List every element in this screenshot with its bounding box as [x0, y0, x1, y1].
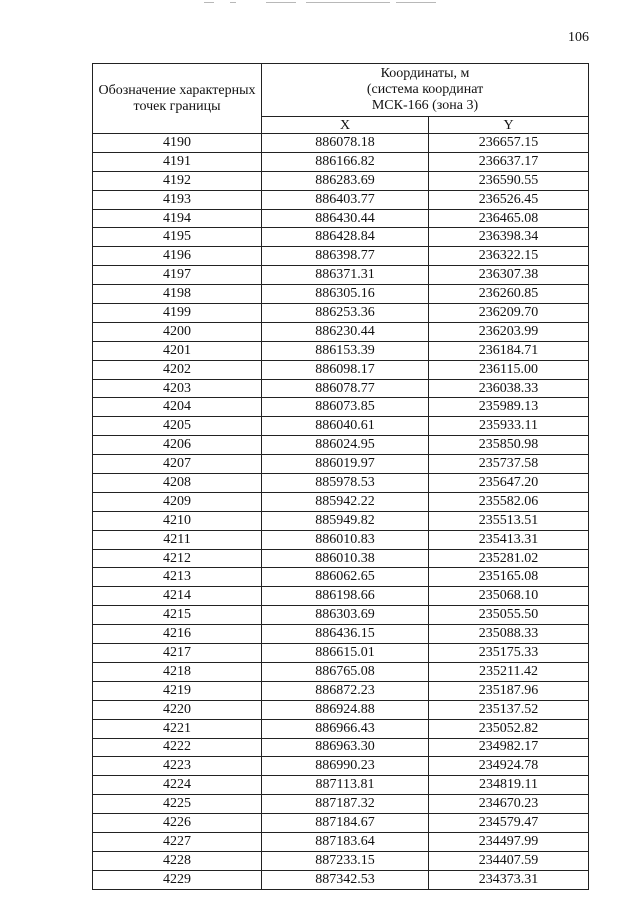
y-coordinate-cell: 236307.38	[429, 266, 589, 285]
point-id-cell: 4201	[93, 341, 262, 360]
x-coordinate-cell: 885978.53	[262, 474, 429, 493]
y-coordinate-cell: 236038.33	[429, 379, 589, 398]
page-number: 106	[568, 30, 589, 45]
x-coordinate-cell: 886253.36	[262, 304, 429, 323]
point-id-cell: 4212	[93, 549, 262, 568]
x-coordinate-cell: 886078.77	[262, 379, 429, 398]
y-coordinate-cell: 236260.85	[429, 285, 589, 304]
x-coordinate-cell: 887187.32	[262, 795, 429, 814]
table-row	[93, 549, 589, 568]
y-coordinate-cell: 235413.31	[429, 530, 589, 549]
point-id-cell: 4223	[93, 757, 262, 776]
table-row	[93, 285, 589, 304]
point-id-cell: 4197	[93, 266, 262, 285]
y-coordinate-cell: 235187.96	[429, 681, 589, 700]
table-row	[93, 474, 589, 493]
table-row	[93, 832, 589, 851]
table-row	[93, 209, 589, 228]
coordinates-header-line1: Координаты, м	[380, 66, 470, 81]
table-row	[93, 436, 589, 455]
point-id-cell: 4200	[93, 322, 262, 341]
point-id-cell: 4194	[93, 209, 262, 228]
y-coordinate-cell: 236526.45	[429, 190, 589, 209]
table-row	[93, 587, 589, 606]
y-coordinate-cell: 235582.06	[429, 492, 589, 511]
y-coordinate-cell: 235933.11	[429, 417, 589, 436]
point-id-cell: 4196	[93, 247, 262, 266]
table-row	[93, 455, 589, 474]
point-designation-header-text: Обозначение характерных точек границы	[98, 82, 256, 114]
point-id-cell: 4224	[93, 776, 262, 795]
x-coordinate-cell: 886019.97	[262, 455, 429, 474]
x-coordinate-cell: 886963.30	[262, 738, 429, 757]
x-coordinate-cell: 887342.53	[262, 870, 429, 889]
point-id-cell: 4209	[93, 492, 262, 511]
table-row	[93, 322, 589, 341]
point-id-cell: 4215	[93, 606, 262, 625]
y-coordinate-cell: 235175.33	[429, 644, 589, 663]
y-coordinate-cell: 235211.42	[429, 662, 589, 681]
table-row	[93, 341, 589, 360]
table-row	[93, 681, 589, 700]
point-id-cell: 4195	[93, 228, 262, 247]
table-row	[93, 757, 589, 776]
x-coordinate-cell: 886283.69	[262, 171, 429, 190]
x-coordinate-cell: 885949.82	[262, 511, 429, 530]
table-row	[93, 795, 589, 814]
table-row	[93, 662, 589, 681]
y-coordinate-cell: 236465.08	[429, 209, 589, 228]
table-row	[93, 360, 589, 379]
point-id-cell: 4199	[93, 304, 262, 323]
table-row	[93, 719, 589, 738]
point-id-cell: 4229	[93, 870, 262, 889]
x-coordinate-cell: 886615.01	[262, 644, 429, 663]
x-coordinate-cell: 886010.38	[262, 549, 429, 568]
scan-top-marks	[200, 2, 440, 5]
y-coordinate-cell: 236115.00	[429, 360, 589, 379]
table-row	[93, 511, 589, 530]
table-row	[93, 738, 589, 757]
x-column-header: X	[262, 117, 429, 134]
x-coordinate-cell: 886098.17	[262, 360, 429, 379]
x-coordinate-cell: 885942.22	[262, 492, 429, 511]
y-coordinate-cell: 235055.50	[429, 606, 589, 625]
table-row	[93, 568, 589, 587]
coordinates-header-line2: (система координат	[366, 82, 484, 97]
table-row	[93, 644, 589, 663]
y-coordinate-cell: 235165.08	[429, 568, 589, 587]
x-coordinate-cell: 886305.16	[262, 285, 429, 304]
table-row	[93, 814, 589, 833]
point-id-cell: 4192	[93, 171, 262, 190]
x-coordinate-cell: 886436.15	[262, 625, 429, 644]
x-coordinate-cell: 887183.64	[262, 832, 429, 851]
point-id-cell: 4213	[93, 568, 262, 587]
y-coordinate-cell: 235513.51	[429, 511, 589, 530]
table-row	[93, 700, 589, 719]
table-row	[93, 152, 589, 171]
table-row	[93, 190, 589, 209]
y-coordinate-cell: 235737.58	[429, 455, 589, 474]
y-coordinate-cell: 234819.11	[429, 776, 589, 795]
table-row	[93, 530, 589, 549]
table-row	[93, 247, 589, 266]
table-row	[93, 776, 589, 795]
point-id-cell: 4204	[93, 398, 262, 417]
coordinates-header-line3: МСК-166 (зона 3)	[371, 98, 479, 113]
y-coordinate-cell: 234373.31	[429, 870, 589, 889]
x-coordinate-cell: 886765.08	[262, 662, 429, 681]
x-coordinate-cell: 886010.83	[262, 530, 429, 549]
table-row	[93, 398, 589, 417]
point-id-cell: 4203	[93, 379, 262, 398]
x-coordinate-cell: 886198.66	[262, 587, 429, 606]
table-row	[93, 870, 589, 889]
x-coordinate-cell: 886024.95	[262, 436, 429, 455]
table-row	[93, 304, 589, 323]
y-coordinate-cell: 236203.99	[429, 322, 589, 341]
x-coordinate-cell: 887113.81	[262, 776, 429, 795]
table-row	[93, 625, 589, 644]
table-row	[93, 417, 589, 436]
y-coordinate-cell: 236184.71	[429, 341, 589, 360]
y-coordinate-cell: 236322.15	[429, 247, 589, 266]
point-id-cell: 4227	[93, 832, 262, 851]
x-coordinate-cell: 886872.23	[262, 681, 429, 700]
point-id-cell: 4216	[93, 625, 262, 644]
point-id-cell: 4221	[93, 719, 262, 738]
point-id-cell: 4211	[93, 530, 262, 549]
y-coordinate-cell: 235989.13	[429, 398, 589, 417]
point-id-cell: 4205	[93, 417, 262, 436]
x-coordinate-cell: 886430.44	[262, 209, 429, 228]
y-coordinate-cell: 235647.20	[429, 474, 589, 493]
y-coordinate-cell: 234407.59	[429, 851, 589, 870]
x-coordinate-cell: 886924.88	[262, 700, 429, 719]
table-row	[93, 492, 589, 511]
y-coordinate-cell: 234579.47	[429, 814, 589, 833]
point-id-cell: 4191	[93, 152, 262, 171]
point-id-cell: 4214	[93, 587, 262, 606]
point-id-cell: 4220	[93, 700, 262, 719]
table-row	[93, 379, 589, 398]
y-coordinate-cell: 236637.17	[429, 152, 589, 171]
point-id-cell: 4228	[93, 851, 262, 870]
table-row	[93, 606, 589, 625]
y-coordinate-cell: 234982.17	[429, 738, 589, 757]
x-coordinate-cell: 886371.31	[262, 266, 429, 285]
y-coordinate-cell: 235850.98	[429, 436, 589, 455]
x-coordinate-cell: 886078.18	[262, 134, 429, 153]
coordinates-table-body	[93, 134, 589, 890]
point-id-cell: 4190	[93, 134, 262, 153]
x-coordinate-cell: 886303.69	[262, 606, 429, 625]
point-id-cell: 4198	[93, 285, 262, 304]
x-coordinate-cell: 886166.82	[262, 152, 429, 171]
x-coordinate-cell: 886428.84	[262, 228, 429, 247]
table-row	[93, 171, 589, 190]
y-coordinate-cell: 236398.34	[429, 228, 589, 247]
y-column-header: Y	[429, 117, 589, 134]
point-id-cell: 4193	[93, 190, 262, 209]
table-row	[93, 851, 589, 870]
point-id-cell: 4202	[93, 360, 262, 379]
y-coordinate-cell: 235068.10	[429, 587, 589, 606]
point-id-cell: 4226	[93, 814, 262, 833]
y-coordinate-cell: 235088.33	[429, 625, 589, 644]
point-id-cell: 4208	[93, 474, 262, 493]
x-coordinate-cell: 886062.65	[262, 568, 429, 587]
y-coordinate-cell: 235052.82	[429, 719, 589, 738]
point-id-cell: 4225	[93, 795, 262, 814]
y-coordinate-cell: 234924.78	[429, 757, 589, 776]
x-coordinate-cell: 886398.77	[262, 247, 429, 266]
x-coordinate-cell: 887233.15	[262, 851, 429, 870]
point-id-cell: 4218	[93, 662, 262, 681]
x-coordinate-cell: 886990.23	[262, 757, 429, 776]
point-designation-header	[93, 64, 262, 134]
point-id-cell: 4222	[93, 738, 262, 757]
point-id-cell: 4206	[93, 436, 262, 455]
coordinates-header	[262, 64, 589, 117]
point-id-cell: 4210	[93, 511, 262, 530]
x-coordinate-cell: 886073.85	[262, 398, 429, 417]
x-coordinate-cell: 886966.43	[262, 719, 429, 738]
y-coordinate-cell: 234670.23	[429, 795, 589, 814]
x-coordinate-cell: 886040.61	[262, 417, 429, 436]
point-id-cell: 4207	[93, 455, 262, 474]
x-coordinate-cell: 886403.77	[262, 190, 429, 209]
table-row	[93, 134, 589, 153]
point-id-cell: 4219	[93, 681, 262, 700]
y-coordinate-cell: 236590.55	[429, 171, 589, 190]
x-coordinate-cell: 886230.44	[262, 322, 429, 341]
x-coordinate-cell: 886153.39	[262, 341, 429, 360]
x-coordinate-cell: 887184.67	[262, 814, 429, 833]
table-row	[93, 228, 589, 247]
y-coordinate-cell: 235281.02	[429, 549, 589, 568]
boundary-coordinates-table	[92, 63, 589, 890]
y-coordinate-cell: 236657.15	[429, 134, 589, 153]
y-coordinate-cell: 234497.99	[429, 832, 589, 851]
table-row	[93, 266, 589, 285]
point-id-cell: 4217	[93, 644, 262, 663]
y-coordinate-cell: 235137.52	[429, 700, 589, 719]
y-coordinate-cell: 236209.70	[429, 304, 589, 323]
